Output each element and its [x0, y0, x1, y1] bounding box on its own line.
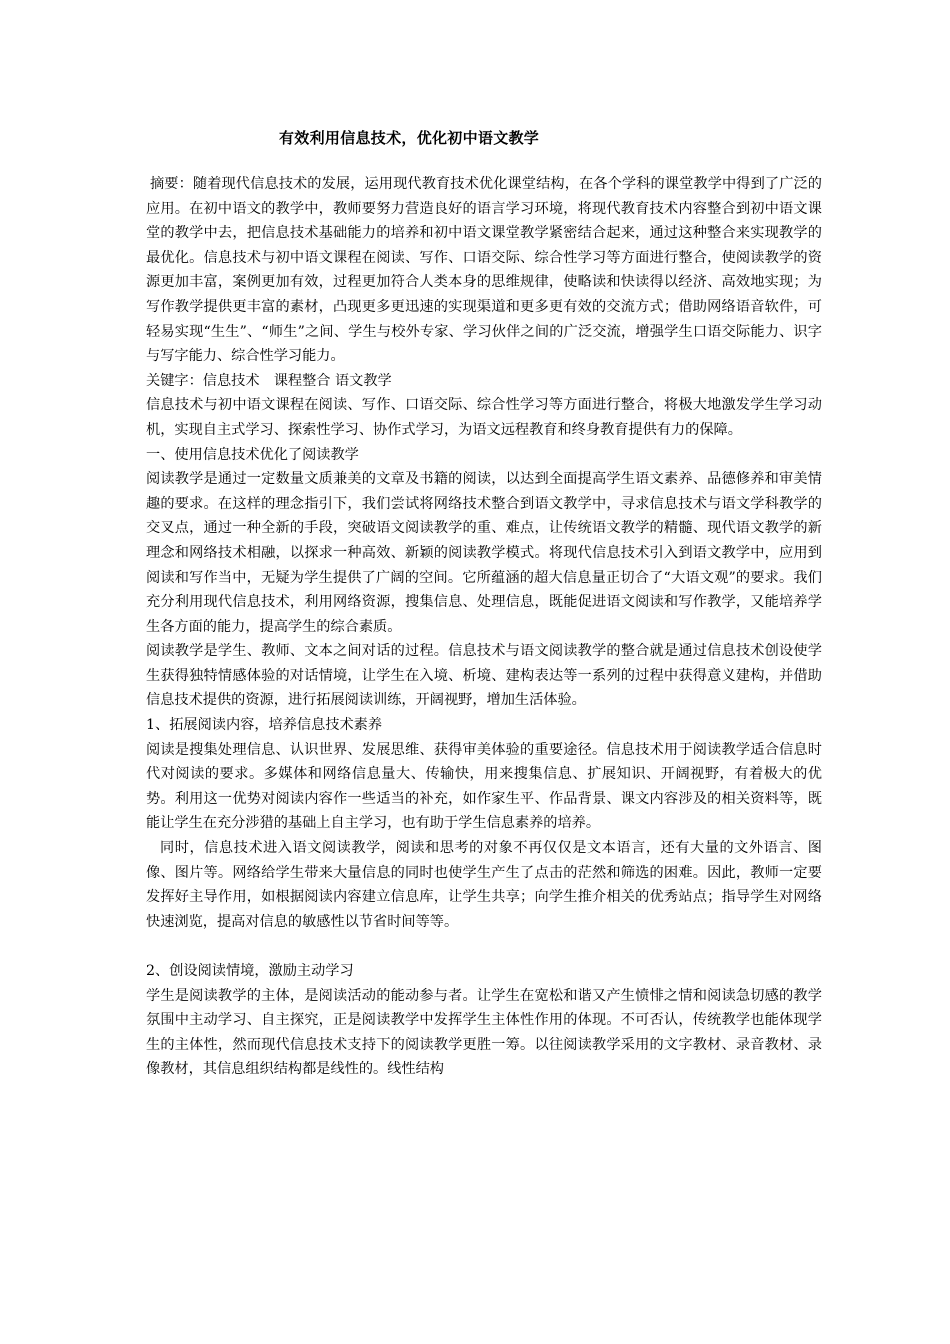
section-heading-1: 一、使用信息技术优化了阅读教学 [146, 446, 359, 463]
abstract-paragraph: 摘要：随着现代信息技术的发展，运用现代教育技术优化课堂结构，在各个学科的课堂教学中得到了广泛的应用。在初中语文的教学中，教师要努力营造良好的语言学习环境，将现代教育技术内容整合到初中语文课堂的教学中去，把信息技术基础能力的培养和初中语文课堂教学紧密结合起来，通过这种整合来实现教学的最优化。信息技术与初中语文课程在阅读、写作、口语交际、综合性学习等方面进行整合，使阅读教学的资源更加丰富，案例更加有效，过程更加符合人类本身的思维规律，使略读和快读得以经济、高效地实现；为写作教学提供更丰富的素材，凸现更多更迅速的实现渠道和更多更有效的交流方式；借助网络语音软件，可轻易实现“生生”、“师生”之间、学生与校外专家、学习伙伴之间的广泛交流，增强学生口语交际能力、识字与写字能力、综合性学习能力。 [146, 176, 822, 365]
document-title: 有效利用信息技术，优化初中语文教学 [279, 129, 540, 147]
subsection-heading-2: 2、创设阅读情境，激励主动学习 [146, 963, 354, 979]
keywords-line: 关键字：信息技术 课程整合 语文教学 [146, 372, 392, 389]
blank-line [146, 934, 822, 959]
intro-paragraph: 信息技术与初中语文课程在阅读、写作、口语交际、综合性学习等方面进行整合，将极大地激发学生学习动机，实现自主式学习、探索性学习、协作式学习，为语文远程教育和终身教育提供有力的保障。 [146, 397, 822, 438]
body-paragraph: 阅读教学是通过一定数量文质兼美的文章及书籍的阅读，以达到全面提高学生语文素养、品德修养和审美情趣的要求。在这样的理念指引下，我们尝试将网络技术整合到语文教学中，寻求信息技术与语文学科教学的交叉点，通过一种全新的手段，突破语文阅读教学的重、难点，让传统语文教学的精髓、现代语文教学的新理念和网络技术相融，以探求一种高效、新颖的阅读教学模式。将现代信息技术引入到语文教学中，应用到阅读和写作当中，无疑为学生提供了广阔的空间。它所蕴涵的超大信息量正切合了“大语文观”的要求。我们充分利用现代信息技术，利用网络资源，搜集信息、处理信息，既能促进语文阅读和写作教学，又能培养学生各方面的能力，提高学生的综合素质。 [146, 471, 822, 635]
body-paragraph: 阅读是搜集处理信息、认识世界、发展思维、获得审美体验的重要途径。信息技术用于阅读教学适合信息时代对阅读的要求。多媒体和网络信息量大、传输快，用来搜集信息、扩展知识、开阔视野，有着极大的优势。利用这一优势对阅读内容作一些适当的补充，如作家生平、作品背景、课文内容涉及的相关资料等，既能让学生在充分涉猎的基础上自主学习，也有助于学生信息素养的培养。 [146, 741, 822, 832]
subsection-heading-1: 1、拓展阅读内容，培养信息技术素养 [146, 717, 383, 734]
body-paragraph: 阅读教学是学生、教师、文本之间对话的过程。信息技术与语文阅读教学的整合就是通过信息技术创设使学生获得独特情感体验的对话情境，让学生在入境、析境、建构表达等一系列的过程中获得意义建构，并借助信息技术提供的资源，进行拓展阅读训练，开阔视野，增加生活体验。 [146, 643, 822, 709]
document-body [146, 172, 822, 1082]
body-paragraph: 同时，信息技术进入语文阅读教学，阅读和思考的对象不再仅仅是文本语言，还有大量的文外语言、图像、图片等。网络给学生带来大量信息的同时也使学生产生了点击的茫然和筛选的困难。因此，教师一定要发挥好主导作用，如根据阅读内容建立信息库，让学生共享；向学生推介相关的优秀站点；指导学生对网络快速浏览，提高对信息的敏感性以节省时间等等。 [146, 840, 822, 930]
body-paragraph: 学生是阅读教学的主体，是阅读活动的能动参与者。让学生在宽松和谐又产生愤悱之情和阅读急切感的教学氛围中主动学习、自主探究，正是阅读教学中发挥学生主体性作用的体现。不可否认，传统教学也能体现学生的主体性，然而现代信息技术支持下的阅读教学更胜一筹。以往阅读教学采用的文字教材、录音教材、录像教材，其信息组织结构都是线性的。线性结构 [146, 987, 822, 1078]
